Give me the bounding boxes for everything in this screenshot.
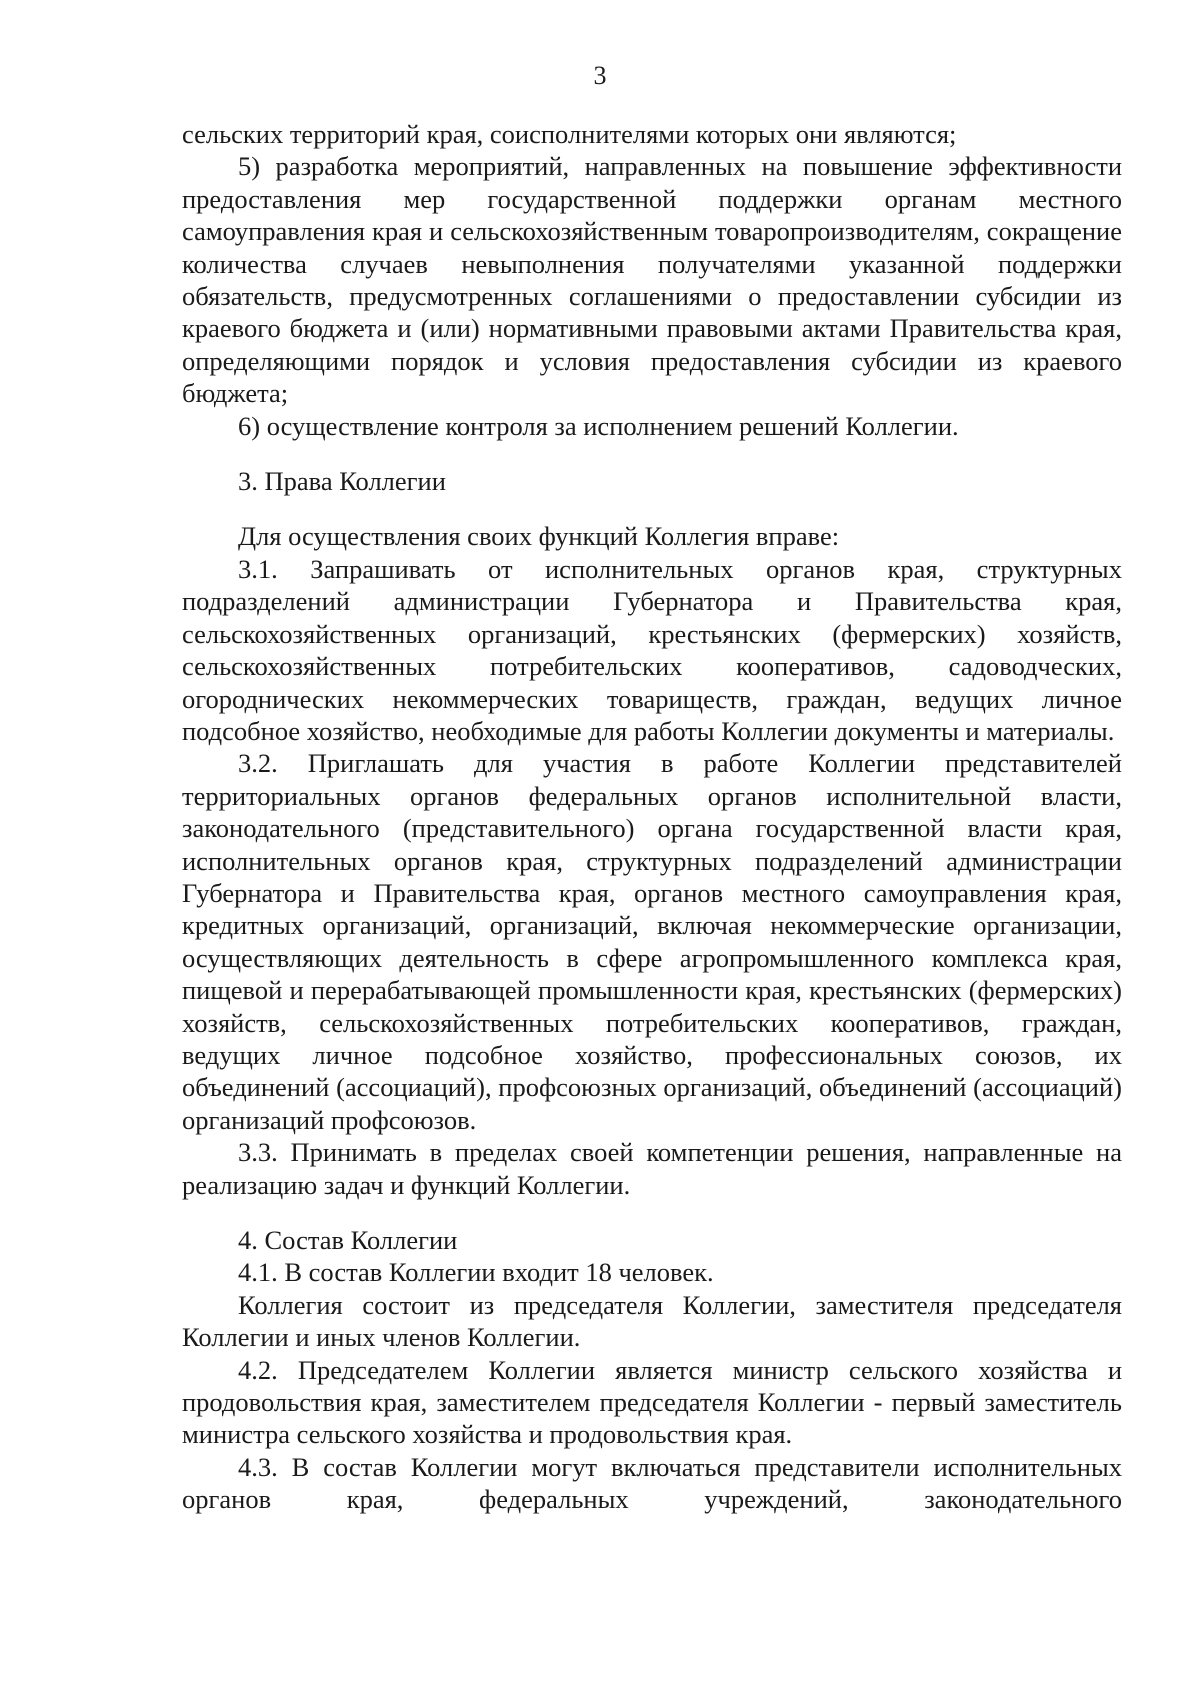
paragraph-item-6: 6) осуществление контроля за исполнением решений Коллегии.: [238, 410, 959, 441]
paragraph-4-1: 4.1. В состав Коллегии входит 18 человек.: [238, 1257, 714, 1288]
paragraph-3-1: 3.1. Запрашивать от исполнительных органов края, структурных подразделений администрации Губернатора и Правительства края, сельскохозяйственных организаций, крестьянских (фермерских) хозяйств, сельскохозяйственных потребительских кооперативов, садоводческих, огороднических некоммерческих товариществ, граждан, ведущих личное подсобное хозяйство, необходимые для работы Коллегии документы и материалы.: [182, 553, 1122, 746]
paragraph-4-2: 4.2. Председателем Коллегии является министр сельского хозяйства и продовольствия края, заместителем председателя Коллегии - первый заместитель министра сельского хозяйства и продовольствия края.: [182, 1354, 1122, 1450]
paragraph-rights-intro: Для осуществления своих функций Коллегия вправе:: [238, 521, 840, 552]
document-body: [182, 118, 1122, 1516]
section-heading-composition: 4. Состав Коллегии: [238, 1225, 458, 1255]
paragraph-composition-members: Коллегия состоит из председателя Коллегии, заместителя председателя Коллегии и иных членов Коллегии.: [182, 1289, 1122, 1353]
paragraph-3-2: 3.2. Приглашать для участия в работе Коллегии представителей территориальных органов федеральных органов исполнительной власти, законодательного (представительного) органа государственной власти края, исполнительных органов края, структурных подразделений администрации Губернатора и Правительства края, органов местного самоуправления края, кредитных организаций, организаций, включая некоммерческие организации, осуществляющих деятельность в сфере агропромышленного комплекса края, пищевой и перерабатывающей промышленности края, крестьянских (фермерских) хозяйств, сельскохозяйственных потребительских кооперативов, граждан, ведущих личное подсобное хозяйство, профессиональных союзов, их объединений (ассоциаций), профсоюзных организаций, объединений (ассоциаций) организаций профсоюзов.: [182, 748, 1122, 1135]
paragraph-4-3: 4.3. В состав Коллегии могут включаться представители исполнительных органов края, федеральных учреждений, законодательного: [182, 1451, 1122, 1515]
page-number: 3: [593, 61, 607, 90]
paragraph-item-5: 5) разработка мероприятий, направленных на повышение эффективности предоставления мер государственной поддержки органам местного самоуправления края и сельскохозяйственным товаропроизводителям, сокращение количества случаев невыполнения получателями указанной поддержки обязательств, предусмотренных соглашениями о предоставлении субсидии из краевого бюджета и (или) нормативными правовыми актами Правительства края, определяющими порядок и условия предоставления субсидии из краевого бюджета;: [182, 151, 1122, 409]
paragraph-continuation: сельских территорий края, соисполнителями которых они являются;: [182, 119, 957, 149]
paragraph-3-3: 3.3. Принимать в пределах своей компетенции решения, направленные на реализацию задач и функций Коллегии.: [182, 1137, 1122, 1200]
section-heading-rights: 3. Права Коллегии: [238, 466, 446, 497]
